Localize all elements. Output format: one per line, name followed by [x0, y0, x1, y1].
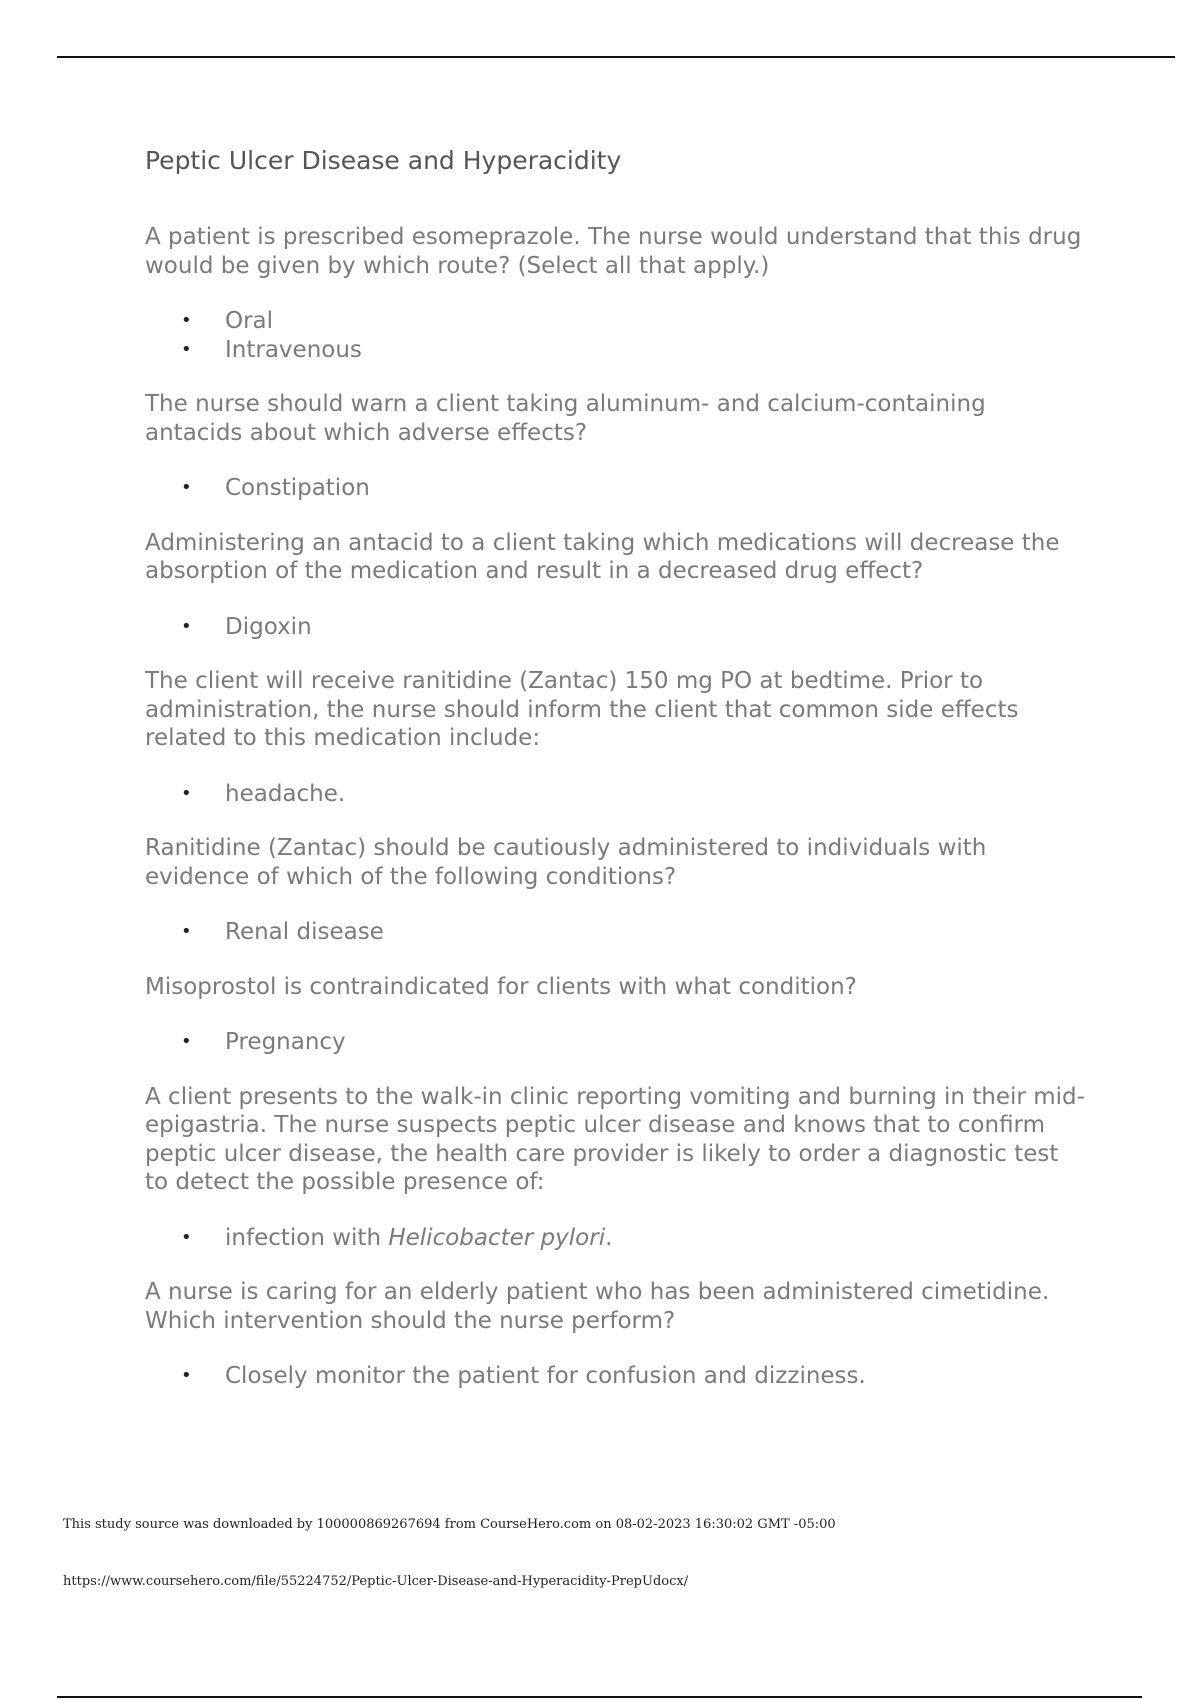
answer-text-prefix: infection with [225, 1224, 389, 1251]
answer-list-5 [145, 918, 1085, 947]
bullet-icon: • [181, 1031, 192, 1052]
answer-item [145, 780, 1085, 809]
answer-item [145, 474, 1085, 503]
answer-text: Intravenous [225, 336, 362, 363]
answer-list-3 [145, 613, 1085, 642]
answer-list-6 [145, 1028, 1085, 1057]
answer-list-1 [145, 307, 1085, 364]
answer-item [145, 1028, 1085, 1057]
bullet-icon: • [181, 1365, 192, 1386]
question-7: A client presents to the walk-in clinic reporting vomiting and burning in their mid-epigastria. The nurse suspects peptic ulcer disease and knows that to confirm peptic ulcer disease, the health care provider is likely to order a diagnostic test to detect the possible presence of: [145, 1083, 1085, 1195]
bullet-icon: • [181, 921, 192, 942]
answer-text: Digoxin [225, 613, 312, 640]
bullet-icon: • [181, 310, 192, 331]
bullet-icon: • [181, 782, 192, 804]
question-5: Ranitidine (Zantac) should be cautiously administered to individuals with evidence of which of the following conditions? [145, 835, 987, 890]
bullet-icon: • [181, 615, 192, 637]
answer-item [145, 918, 1085, 947]
answer-item [145, 336, 1085, 365]
answer-text: Renal disease [225, 919, 384, 945]
answer-text: Closely monitor the patient for confusion and dizziness. [225, 1363, 866, 1389]
bullet-icon: • [181, 1226, 192, 1248]
question-4: The client will receive ranitidine (Zantac) 150 mg PO at bedtime. Prior to administration, the nurse should inform the client that common side effects related to this medication include: [145, 668, 1019, 751]
question-3: Administering an antacid to a client taking which medications will decrease the absorption of the medication and result in a decreased drug effect? [145, 529, 1060, 584]
question-8: A nurse is caring for an elderly patient who has been administered cimetidine. Which intervention should the nurse perform? [145, 1279, 1050, 1334]
question-6: Misoprostol is contraindicated for clients with what condition? [145, 973, 857, 1000]
answer-text: headache. [225, 780, 346, 807]
answer-list-8 [145, 1362, 1085, 1391]
answer-item [145, 1362, 1085, 1391]
answer-text: Constipation [225, 475, 370, 501]
document-title: Peptic Ulcer Disease and Hyperacidity [145, 146, 622, 175]
question-2: The nurse should warn a client taking aluminum- and calcium-containing antacids about which adverse effects? [145, 391, 986, 446]
answer-item [145, 307, 1085, 336]
source-url[interactable]: https://www.coursehero.com/file/55224752/Peptic-Ulcer-Disease-and-Hyperacidity-PrepUdocx/ [63, 1574, 689, 1589]
bullet-icon: • [181, 338, 192, 360]
answer-list-4 [145, 780, 1085, 809]
answer-text-italic: Helicobacter pylori [388, 1224, 606, 1251]
answer-item [145, 613, 1085, 642]
answer-text-suffix: . [605, 1224, 613, 1251]
document-body [145, 143, 1085, 1417]
bullet-icon: • [181, 477, 192, 498]
answer-list-2 [145, 474, 1085, 503]
bottom-divider [57, 1696, 1142, 1698]
answer-text: Pregnancy [225, 1029, 346, 1055]
question-1: A patient is prescribed esomeprazole. The nurse would understand that this drug would be given by which route? (Select all that apply.) [145, 224, 1082, 279]
answer-item [145, 1224, 1085, 1253]
answer-text: Oral [225, 308, 274, 334]
source-footer: This study source was downloaded by 100000869267694 from CourseHero.com on 08-02-2023 16:30:02 GMT -05:00 [63, 1517, 836, 1532]
top-divider [57, 56, 1175, 58]
answer-list-7 [145, 1224, 1085, 1253]
